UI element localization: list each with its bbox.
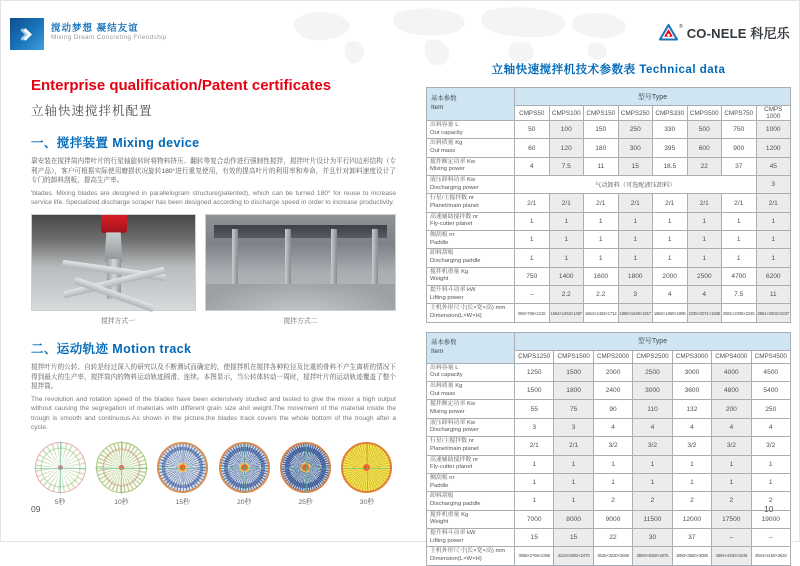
world-map-watermark [276,3,646,69]
value-cell: 2500 [687,267,722,285]
value-cell: 1664×1453×1487 [549,304,584,322]
row-label: 主机外形尺寸(长×宽×高) mm Dimension(L×W×H) [427,304,515,322]
value-cell: – [515,286,550,304]
row-label: 出料质量 Kg Out mass [427,139,515,157]
table-row [427,267,791,285]
value-cell: 1 [515,492,554,510]
value-cell: 3600 [672,382,711,400]
value-cell: 1800 [554,382,593,400]
value-cell: 1 [687,231,722,249]
value-cell: 50 [515,121,550,139]
model-header: CMPS 1000 [756,106,791,121]
value-cell: 1250 [515,363,554,381]
value-cell: 1 [515,212,550,230]
value-cell: 1664×1453×1712 [584,304,619,322]
value-cell: 2000 [593,363,632,381]
value-cell: 300 [618,139,653,157]
row-label: 卸料刮板 Discharging paddle [427,492,515,510]
row-label: 液压卸料功率 Kw Discharging power [427,176,515,194]
value-cell: 15 [515,528,554,546]
value-cell: 2/1 [549,194,584,212]
value-cell: 3 [618,286,653,304]
value-cell: 4594×4150×3249 [712,547,751,565]
header-slogan-cn: 搅动梦想 凝结友谊 [51,23,139,34]
row-label: 搅拌额定功率 Kw Mixing power [427,157,515,175]
value-cell: 1600 [584,267,619,285]
spec-table-2-container [426,332,791,566]
value-cell: 1 [618,212,653,230]
section1-body-cn: 靠安装在搅拌筒内带叶片的行星轴旋转时将物料挤压、翻转等复合动作进行强制性搅拌，搅拌叶片设计为平行四边形结构（专利产品），客户可根据实际使用磨损状况旋转180°进行重复使用，有效的提高叶片的利用率和寿命，并且针对卸料速度设计了专门的卸料刮板，提高生产率。 [31,158,396,185]
brand-name: CO-NELE 科尼乐 [686,26,790,41]
value-cell: 2/1 [515,194,550,212]
track-label: 5秒 [54,499,66,507]
value-cell: 4500 [751,363,790,381]
right-page [426,61,791,566]
model-header: CMPS4500 [751,350,790,363]
value-cell: 1 [554,473,593,491]
table-row [427,194,791,212]
value-cell: 1500 [515,382,554,400]
value-cell: 2/1 [515,437,554,455]
value-cell: 1 [687,249,722,267]
row-label: 主机外形尺寸(长×宽×高) mm Dimension(L×W×H) [427,547,515,565]
value-cell: 2400 [593,382,632,400]
value-cell: 2.2 [584,286,619,304]
value-cell: 1800 [618,267,653,285]
value-cell: 1 [756,231,791,249]
table-row [427,176,791,194]
row-label: 侧刮板 nr Paddle [427,473,515,491]
value-cell: 132 [672,400,711,418]
table-row [427,510,791,528]
track-label: 10秒 [114,499,129,507]
track-circle-10s [96,442,147,493]
model-header: CMPS150 [584,106,619,121]
value-cell: 250 [618,121,653,139]
value-cell: 1 [712,455,751,473]
value-cell: 18.5 [653,157,688,175]
value-cell: 8000 [554,510,593,528]
value-cell: 2/1 [756,194,791,212]
value-cell: 3 [756,176,791,194]
value-cell: 1 [515,231,550,249]
value-cell: 4000 [712,363,751,381]
value-cell: 4 [712,418,751,436]
model-header: CMPS3000 [672,350,711,363]
value-cell: 2.2 [549,286,584,304]
value-cell: 22 [687,157,722,175]
track-circle-20s [219,442,270,493]
spec-table [426,332,791,566]
model-header: CMPS330 [653,106,688,121]
value-cell: 1 [722,249,757,267]
value-cell: 1 [593,473,632,491]
value-cell: 2 [751,492,790,510]
photo-caption-2: 搅拌方式二 [283,318,318,326]
value-cell: 3000 [633,382,672,400]
track-circle-30s [341,442,392,493]
value-cell: – [751,528,790,546]
value-cell: 110 [633,400,672,418]
row-label: 出料容量 L Out capacity [427,121,515,139]
model-header: CMPS750 [722,106,757,121]
technical-data-title: 立轴快速搅拌机技术参数表 Technical data [491,64,726,76]
row-label: 侧刮板 nr Paddle [427,231,515,249]
item-header: 基本参数 Item [427,88,515,121]
value-cell: 1 [751,455,790,473]
row-label: 行星/主搅拌数 nr Planet/main planet [427,437,515,455]
value-cell: 950×786×1215 [515,304,550,322]
value-cell: 1 [515,473,554,491]
value-cell: 1 [756,249,791,267]
value-cell: 1 [653,231,688,249]
value-cell: 1 [672,455,711,473]
value-cell: 1000 [756,121,791,139]
value-cell: 5400 [751,382,790,400]
value-cell: 395 [653,139,688,157]
value-cell: 4 [653,286,688,304]
value-cell: 2861×2602×2237 [756,304,791,322]
value-cell: 1 [593,455,632,473]
conele-triangle-icon [658,23,679,42]
value-cell: 1 [722,231,757,249]
row-label: 提升料斗功率 kW Lifting power [427,528,515,546]
value-cell: 1 [549,212,584,230]
section2-body-en: The revolution and rotation speed of the blades have been extensively studied and tested to give the mixer a high output without causing the segregation of materials with different grain size and weight.The movement of the material inside the trough is smooth and continuous.As shown in the picture,the blades track covers the whole bottom of the trough after a cycle. [31,396,396,432]
section2-heading: 二、运动轨迹 Motion track [31,342,192,357]
value-cell: 37 [722,157,757,175]
value-cell: 4700 [722,267,757,285]
track-label: 20秒 [236,499,252,507]
value-cell: 9000 [593,510,632,528]
value-cell: 4 [515,157,550,175]
value-cell: 900 [722,139,757,157]
value-cell: 250 [751,400,790,418]
value-cell: 3 [515,418,554,436]
table-row [427,418,791,436]
section1-heading: 一、搅拌装置 Mixing device [31,136,200,150]
model-header: CMPS1500 [554,350,593,363]
track-label: 15秒 [175,499,190,507]
row-label: 出料质量 Kg Out mass [427,382,515,400]
value-cell: 1 [672,473,711,491]
value-cell: 55 [515,400,554,418]
value-cell: 1 [653,212,688,230]
value-cell: 3 [554,418,593,436]
value-cell: 45 [756,157,791,175]
track-diagram [279,442,333,506]
value-cell: 7000 [515,510,554,528]
value-cell: 3/2 [712,437,751,455]
motion-track-diagrams [31,442,396,506]
table-row [427,231,791,249]
value-cell: 15 [554,528,593,546]
value-cell: 1 [751,473,790,491]
value-cell: 3058×2756×2395 [515,547,554,565]
value-cell: 15 [618,157,653,175]
table-row [427,547,791,565]
value-cell: 60 [515,139,550,157]
track-label: 25秒 [298,499,313,507]
row-label: 卸料刮板 Discharging paddle [427,249,515,267]
item-header: 基本参数 Item [427,332,515,363]
value-cell: 11 [584,157,619,175]
value-cell: 1400 [549,267,584,285]
value-cell: 3/2 [593,437,632,455]
value-cell: 3000 [672,363,711,381]
value-cell: 4 [687,286,722,304]
value-cell: 1 [549,249,584,267]
value-cell: 2581×2336×2245 [722,304,757,322]
table-row [427,249,791,267]
model-header: CMPS4000 [712,350,751,363]
value-cell: 1 [549,231,584,249]
section1-body-en: 'blades. Mixing blades are designed in parallelogram structure(patented), which can be turned 180° for reuse to increase service life. Specialized discharge scraper has been designed according to discharge speed in order to increase productivity. [31,189,396,206]
value-cell: 120 [549,139,584,157]
value-cell: 1200 [756,139,791,157]
row-label: 搅拌机重量 Kg Weight [427,267,515,285]
track-label: 30秒 [359,499,375,507]
value-cell: 4 [672,418,711,436]
value-cell: 2/1 [653,194,688,212]
value-cell: 1 [618,249,653,267]
track-diagram [33,442,87,506]
track-circle-15s [157,442,208,493]
value-cell: 3/2 [751,437,790,455]
table-row [427,400,791,418]
value-cell: 1 [633,455,672,473]
track-circle-5s [35,442,86,493]
value-cell: 19000 [751,510,790,528]
row-label: 液压卸料功率 Kw Discharging power [427,418,515,436]
track-circle-25s [280,442,331,493]
value-cell: 2/1 [687,194,722,212]
photo-captions [31,315,396,325]
table-row [427,157,791,175]
value-cell: 180 [584,139,619,157]
registered-mark: ® [679,23,683,30]
table-row [427,286,791,304]
value-cell: 37 [672,528,711,546]
table-row [427,121,791,139]
value-cell: 600 [687,139,722,157]
value-cell: 4 [593,418,632,436]
mixer-drum-photo [205,214,396,311]
table-row [427,363,791,381]
value-cell: 500 [687,121,722,139]
table-row [427,139,791,157]
row-label: 搅拌机重量 Kg Weight [427,510,515,528]
value-cell: 330 [653,121,688,139]
value-cell: 90 [593,400,632,418]
value-cell: 2/1 [554,437,593,455]
table-row [427,473,791,491]
page-number-left: 09 [31,504,41,514]
table-row [427,437,791,455]
drum-floor [206,284,395,310]
value-cell: 3893×3550×2875 [633,547,672,565]
type-header: 型号Type [515,332,791,350]
value-cell: 2000 [653,267,688,285]
value-cell: 12000 [672,510,711,528]
table-row [427,212,791,230]
table-row [427,382,791,400]
value-cell: 1 [618,231,653,249]
value-cell: 1856×1648×1817 [618,304,653,322]
table-row [427,528,791,546]
value-cell: 1 [712,473,751,491]
track-diagram [340,442,394,506]
value-cell: 150 [584,121,619,139]
row-label: 提升料斗功率 kW Lifting power [427,286,515,304]
page-title: Enterprise qualification/Patent certificates [31,77,332,94]
value-cell: 3/2 [633,437,672,455]
spec-table [426,87,791,323]
table-row [427,492,791,510]
value-cell: 2/1 [618,194,653,212]
value-cell: 2/1 [722,194,757,212]
value-cell: 1 [653,249,688,267]
value-cell: 6200 [756,267,791,285]
model-header: CMPS100 [549,106,584,121]
value-cell: 1 [584,231,619,249]
value-cell: 2 [593,492,632,510]
value-cell: 1 [687,212,722,230]
chevron-logo-icon [10,18,44,50]
span-cell: 气动卸料（可选配液压卸料） [515,176,757,194]
value-cell: 11500 [633,510,672,528]
value-cell: 1 [584,249,619,267]
mixer-blade-photo [31,214,196,311]
row-label: 行星/主搅拌数 nr Planet/main planet [427,194,515,212]
beam [214,225,388,238]
left-page [31,77,396,506]
hub [105,232,123,262]
value-cell: 7.5 [722,286,757,304]
value-cell: 4594×4150×3634 [751,547,790,565]
page-number-right: 10 [764,504,774,514]
value-cell: 2 [712,492,751,510]
value-cell: 1 [756,212,791,230]
row-label: 高速辅助搅拌数 nr Fly-cutter planet [427,455,515,473]
type-header: 型号Type [515,88,791,106]
model-header: CMPS50 [515,106,550,121]
section2-body-cn: 搅拌叶片的公转、自转是经过深入的研究以及不断测试而确定的，使搅拌机在搅拌各种粒径及比重的骨料不产生离析的情况下得到最大的生产率，搅拌筒内的物料运动轨迹圆滑、连续。本图显示，当公转体转动一周时，搅拌叶片的运动轨迹覆盖了整个搅拌筒。 [31,364,396,391]
model-header: CMPS1250 [515,350,554,363]
value-cell: 75 [554,400,593,418]
photo-caption-1: 搅拌方式一 [101,318,135,326]
value-cell: 1 [633,473,672,491]
model-header: CMPS2000 [593,350,632,363]
table-row [427,304,791,322]
value-cell: 1 [515,455,554,473]
value-cell: 2 [633,492,672,510]
value-cell: 2500 [633,363,672,381]
value-cell: 1 [515,249,550,267]
track-diagram [94,442,148,506]
value-cell: 3625×3230×2695 [593,547,632,565]
value-cell: 2/1 [584,194,619,212]
value-cell: 30 [633,528,672,546]
header-slogan-en: Mixing Dream Concreting Friendship [51,34,167,41]
row-label: 搅拌额定功率 Kw Mixing power [427,400,515,418]
value-cell: 4800 [712,382,751,400]
value-cell: 750 [722,121,757,139]
value-cell: 2 [672,492,711,510]
value-cell: 11 [756,286,791,304]
value-cell: 750 [515,267,550,285]
value-cell: 1 [554,455,593,473]
value-cell: 3223×2902×2470 [554,547,593,565]
value-cell: 1862×1850×1895 [653,304,688,322]
photo-row [31,214,396,311]
value-cell: 4 [633,418,672,436]
value-cell: – [712,528,751,546]
value-cell: 7.5 [549,157,584,175]
value-cell: 3893×3550×3085 [672,547,711,565]
red-motor [101,215,127,233]
model-header: CMPS2500 [633,350,672,363]
spec-table-1-container [426,87,791,323]
value-cell: 3/2 [672,437,711,455]
row-label: 出料容量 L Out capacity [427,363,515,381]
value-cell: 1 [722,212,757,230]
track-diagram [217,442,271,506]
page-subtitle: 立轴快速搅拌机配置 [31,104,153,118]
track-diagram [156,442,210,506]
value-cell: 17500 [712,510,751,528]
model-header: CMPS250 [618,106,653,121]
value-cell: 4 [751,418,790,436]
value-cell: 200 [712,400,751,418]
model-header: CMPS500 [687,106,722,121]
value-cell: 2235×2071×1935 [687,304,722,322]
value-cell: 100 [549,121,584,139]
value-cell: 22 [593,528,632,546]
table-row [427,455,791,473]
value-cell: 1 [554,492,593,510]
value-cell: 1500 [554,363,593,381]
row-label: 高速辅助搅拌数 nr Fly-cutter planet [427,212,515,230]
brand-logo [658,23,790,42]
value-cell: 1 [584,212,619,230]
